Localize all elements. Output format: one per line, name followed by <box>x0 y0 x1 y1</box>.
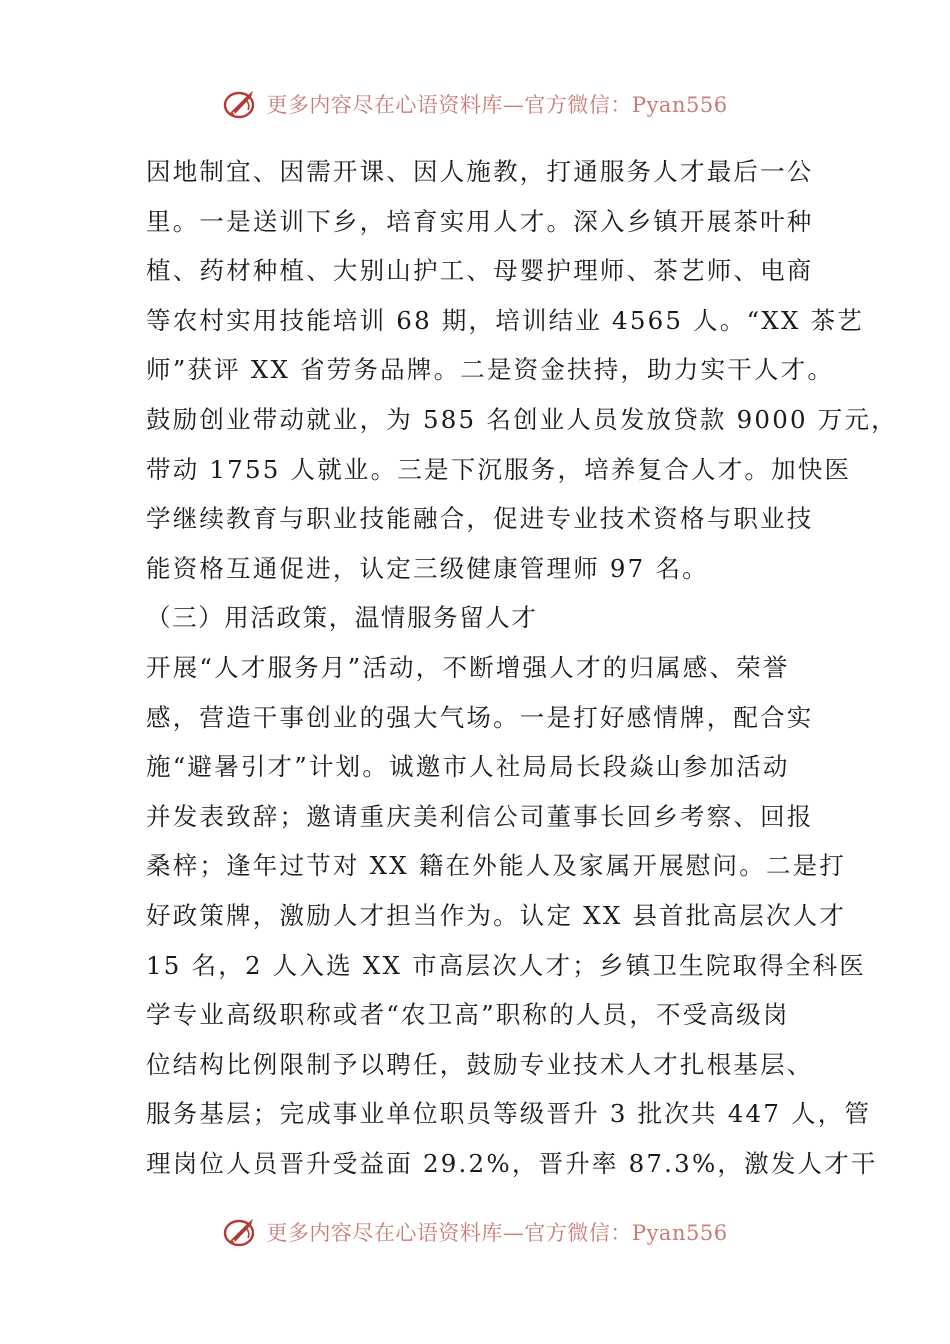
document-body <box>146 147 898 1188</box>
body-line: 学专业高级职称或者“农卫高”职称的人员，不受高级岗 <box>146 1000 790 1030</box>
body-line: 因地制宜、因需开课、因人施教，打通服务人才最后一公 <box>146 157 814 186</box>
body-line: 服务基层；完成事业单位职员等级晋升 3 批次共 447 人，管 <box>146 1099 872 1129</box>
body-line: 并发表致辞；邀请重庆美利信公司董事长回乡考察、回报 <box>146 801 814 831</box>
body-line: 鼓励创业带动就业，为 585 名创业人员发放贷款 9000 万元， <box>146 404 898 434</box>
header-watermark-banner <box>0 82 950 126</box>
body-line: 感，营造干事创业的强大气场。一是打好感情牌，配合实 <box>146 702 814 732</box>
body-line: 带动 1755 人就业。三是下沉服务，培养复合人才。加快医 <box>146 454 852 484</box>
body-line: 能资格互通促进，认定三级健康管理师 97 名。 <box>146 553 709 583</box>
footer-watermark-inner <box>222 1215 727 1249</box>
body-line: 学继续教育与职业技能融合，促进专业技术资格与职业技 <box>146 504 814 534</box>
body-line: 位结构比例限制予以聘任，鼓励专业技术人才扎根基层、 <box>146 1049 814 1079</box>
body-line: 好政策牌，激励人才担当作为。认定 XX 县首批高层次人才 <box>146 900 847 930</box>
header-watermark-text: 更多内容尽在心语资料库—官方微信：Pyan556 <box>266 93 728 117</box>
footer-watermark-banner <box>0 1210 950 1254</box>
body-line: 植、药材种植、大别山护工、母婴护理师、茶艺师、电商 <box>146 256 814 286</box>
body-line: 开展“人才服务月”活动，不断增强人才的归属感、荣誉 <box>146 652 790 682</box>
header-watermark-inner <box>222 87 727 121</box>
body-line: 理岗位人员晋升受益面 29.2%，晋升率 87.3%，激发人才干 <box>146 1148 878 1178</box>
section-heading: （三）用活政策，温情服务留人才 <box>146 603 538 633</box>
pen-nib-logo-icon <box>222 87 260 121</box>
body-line: 桑梓；逢年过节对 XX 籍在外能人及家属开展慰问。二是打 <box>146 851 847 881</box>
body-line: 15 名，2 人入选 XX 市高层次人才；乡镇卫生院取得全科医 <box>146 950 866 980</box>
footer-watermark-text: 更多内容尽在心语资料库—官方微信：Pyan556 <box>266 1221 728 1245</box>
body-line: 施“避暑引才”计划。诚邀市人社局局长段焱山参加活动 <box>146 752 790 782</box>
body-line: 里。一是送训下乡，培育实用人才。深入乡镇开展茶叶种 <box>146 206 814 236</box>
body-line: 等农村实用技能培训 68 期，培训结业 4565 人。“XX 茶艺 <box>146 305 864 335</box>
body-line: 师”获评 XX 省劳务品牌。二是资金扶持，助力实干人才。 <box>146 355 835 385</box>
pen-nib-logo-icon <box>222 1215 260 1249</box>
